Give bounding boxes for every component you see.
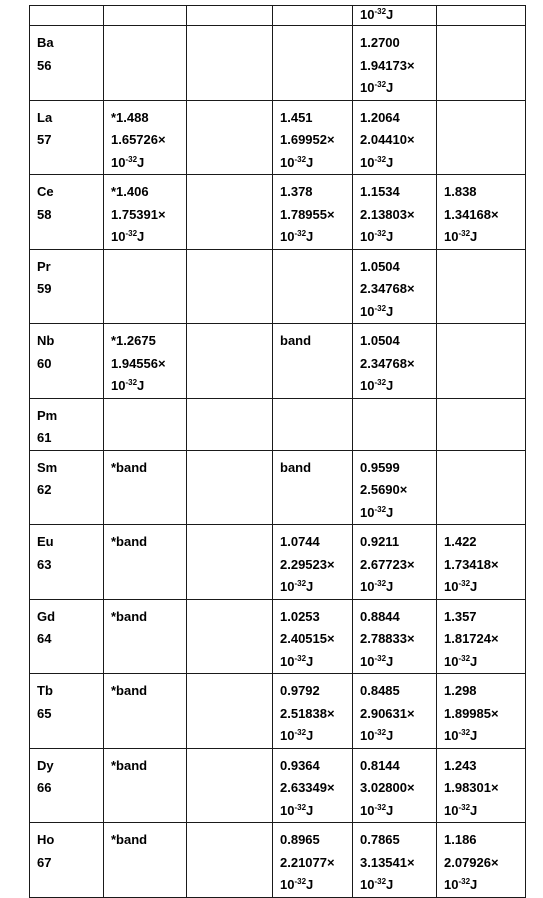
- value-cell: [353, 450, 437, 525]
- value-cell: [273, 748, 353, 823]
- cell-line: Nb: [37, 333, 55, 348]
- value-cell: [273, 823, 353, 898]
- element-cell: [30, 450, 104, 525]
- value-cell: [273, 324, 353, 399]
- cell-line: 1.357: [444, 608, 477, 624]
- table-row: [30, 249, 526, 324]
- cell-line: $10^{-32}J$: [280, 728, 314, 743]
- cell-line: 1.65726×: [111, 132, 166, 147]
- cell-line: *1.2675: [111, 333, 156, 348]
- cell-line: $10^{-32}J$: [111, 154, 145, 170]
- element-cell: [30, 823, 104, 898]
- cell-line: 2.29523×: [280, 556, 335, 572]
- value-cell: [187, 450, 273, 525]
- cell-line: $10^{-32}J$: [360, 7, 394, 22]
- element-cell: [30, 175, 104, 250]
- cell-line: 58: [37, 206, 52, 222]
- cell-line: 2.34768×: [360, 355, 415, 371]
- cell-line: 1.378: [280, 184, 313, 199]
- value-cell: [437, 823, 526, 898]
- cell-line: $10^{-32}J$: [444, 579, 478, 594]
- value-cell: [187, 175, 273, 250]
- cell-line: $10^{-32}J$: [360, 877, 394, 892]
- cell-line: 3.02800×: [360, 780, 415, 795]
- cell-line: *band: [111, 832, 148, 847]
- cell-line: *band: [111, 608, 148, 624]
- cell-line: $10^{-32}J$: [444, 728, 478, 743]
- cell-line: 0.9599: [360, 459, 400, 475]
- cell-line: 0.7865: [360, 832, 400, 847]
- table-body: [30, 6, 526, 898]
- cell-line: $10^{-32}J$: [444, 229, 478, 244]
- table-row: [30, 398, 526, 450]
- cell-line: 1.94556×: [111, 355, 166, 371]
- cell-line: $10^{-32}J$: [280, 579, 314, 594]
- cell-line: 65: [37, 705, 52, 721]
- cell-line: 0.8965: [280, 832, 320, 847]
- value-cell: [273, 674, 353, 749]
- cell-line: 2.67723×: [360, 556, 415, 572]
- cell-line: 1.2064: [360, 109, 400, 125]
- element-cell: [30, 6, 104, 26]
- value-cell: [104, 6, 187, 26]
- cell-line: 2.13803×: [360, 206, 415, 222]
- cell-line: 66: [37, 780, 52, 795]
- cell-line: 67: [37, 854, 52, 870]
- table-row: [30, 324, 526, 399]
- cell-line: 1.94173×: [360, 57, 415, 73]
- value-cell: [273, 249, 353, 324]
- cell-line: 56: [37, 57, 52, 73]
- cell-line: Sm: [37, 459, 58, 475]
- table-row: [30, 6, 526, 26]
- value-cell: [104, 823, 187, 898]
- value-cell: [187, 398, 273, 450]
- cell-line: 2.51838×: [280, 705, 335, 721]
- value-cell: [353, 6, 437, 26]
- cell-line: Gd: [37, 608, 56, 624]
- cell-line: Pr: [37, 258, 51, 274]
- element-cell: [30, 249, 104, 324]
- cell-line: $10^{-32}J$: [280, 653, 314, 669]
- value-cell: [437, 26, 526, 101]
- cell-line: $10^{-32}J$: [360, 154, 394, 170]
- cell-line: 2.34768×: [360, 281, 415, 296]
- value-cell: [353, 823, 437, 898]
- cell-line: Eu: [37, 534, 54, 549]
- cell-line: 0.9792: [280, 683, 320, 698]
- cell-line: 3.13541×: [360, 854, 415, 870]
- value-cell: [187, 100, 273, 175]
- cell-line: 2.5690×: [360, 482, 408, 497]
- table-row: [30, 26, 526, 101]
- cell-line: 1.0253: [280, 608, 320, 624]
- cell-line: $10^{-32}J$: [280, 802, 314, 818]
- cell-line: 0.8844: [360, 608, 400, 624]
- cell-line: 1.81724×: [444, 631, 499, 646]
- cell-line: 1.451: [280, 109, 313, 125]
- cell-line: $10^{-32}J$: [280, 229, 314, 244]
- element-cell: [30, 398, 104, 450]
- value-cell: [353, 674, 437, 749]
- cell-line: $10^{-32}J$: [444, 653, 478, 669]
- cell-line: Dy: [37, 757, 54, 773]
- value-cell: [104, 450, 187, 525]
- value-cell: [187, 525, 273, 600]
- cell-line: 62: [37, 482, 52, 497]
- cell-line: $10^{-32}J$: [360, 802, 394, 818]
- value-cell: [104, 674, 187, 749]
- table-row: [30, 450, 526, 525]
- value-cell: [437, 599, 526, 674]
- value-cell: [273, 450, 353, 525]
- value-cell: [187, 674, 273, 749]
- value-cell: [187, 26, 273, 101]
- value-cell: [353, 525, 437, 600]
- value-cell: [437, 748, 526, 823]
- cell-line: 1.0504: [360, 258, 400, 274]
- cell-line: 63: [37, 556, 52, 572]
- value-cell: [273, 175, 353, 250]
- value-cell: [437, 324, 526, 399]
- value-cell: [273, 100, 353, 175]
- cell-line: 2.78833×: [360, 631, 415, 646]
- value-cell: [353, 398, 437, 450]
- cell-line: 2.40515×: [280, 631, 335, 646]
- cell-line: $10^{-32}J$: [360, 229, 394, 244]
- cell-line: *band: [111, 683, 148, 698]
- cell-line: 1.298: [444, 683, 477, 698]
- cell-line: 1.1534: [360, 184, 400, 199]
- element-cell: [30, 748, 104, 823]
- value-cell: [104, 324, 187, 399]
- value-cell: [437, 249, 526, 324]
- element-cell: [30, 26, 104, 101]
- cell-line: $10^{-32}J$: [111, 229, 145, 244]
- cell-line: $10^{-32}J$: [360, 728, 394, 743]
- cell-line: $10^{-32}J$: [444, 802, 478, 818]
- value-cell: [187, 599, 273, 674]
- cell-line: 61: [37, 430, 52, 445]
- value-cell: [437, 525, 526, 600]
- value-cell: [187, 6, 273, 26]
- cell-line: 1.98301×: [444, 780, 499, 795]
- cell-line: $10^{-32}J$: [360, 653, 394, 669]
- cell-line: 57: [37, 132, 52, 147]
- value-cell: [273, 525, 353, 600]
- table-row: [30, 674, 526, 749]
- value-cell: [437, 175, 526, 250]
- value-cell: [104, 748, 187, 823]
- cell-line: $10^{-32}J$: [360, 378, 394, 393]
- cell-line: *band: [111, 534, 148, 549]
- cell-line: 1.89985×: [444, 705, 499, 721]
- cell-line: $10^{-32}J$: [444, 877, 478, 892]
- value-cell: [273, 26, 353, 101]
- value-cell: [353, 324, 437, 399]
- cell-line: 2.90631×: [360, 705, 415, 721]
- value-cell: [437, 450, 526, 525]
- value-cell: [437, 674, 526, 749]
- cell-line: 60: [37, 355, 52, 371]
- table-row: [30, 525, 526, 600]
- table-row: [30, 823, 526, 898]
- cell-line: 0.9211: [360, 534, 400, 549]
- cell-line: band: [280, 333, 312, 348]
- cell-line: 59: [37, 281, 52, 296]
- value-cell: [104, 525, 187, 600]
- cell-line: 1.422: [444, 534, 477, 549]
- cell-line: 2.63349×: [280, 780, 335, 795]
- cell-line: band: [280, 459, 312, 475]
- cell-line: Ho: [37, 832, 55, 847]
- value-cell: [104, 26, 187, 101]
- value-cell: [187, 748, 273, 823]
- cell-line: 2.07926×: [444, 854, 499, 870]
- cell-line: $10^{-32}J$: [360, 303, 394, 319]
- cell-line: *band: [111, 459, 148, 475]
- value-cell: [353, 26, 437, 101]
- value-cell: [104, 100, 187, 175]
- cell-line: 1.75391×: [111, 206, 166, 222]
- cell-line: Pm: [37, 407, 58, 423]
- value-cell: [187, 324, 273, 399]
- value-cell: [353, 100, 437, 175]
- value-cell: [104, 249, 187, 324]
- cell-line: 1.78955×: [280, 206, 335, 222]
- value-cell: [353, 249, 437, 324]
- cell-line: 64: [37, 631, 52, 646]
- cell-line: $10^{-32}J$: [360, 80, 394, 95]
- cell-line: 1.186: [444, 832, 477, 847]
- cell-line: 1.2700: [360, 35, 400, 50]
- element-cell: [30, 100, 104, 175]
- cell-line: $10^{-32}J$: [280, 877, 314, 892]
- cell-line: Ce: [37, 184, 54, 199]
- cell-line: 1.73418×: [444, 556, 499, 572]
- value-cell: [437, 398, 526, 450]
- cell-line: $10^{-32}J$: [280, 154, 314, 170]
- table-row: [30, 748, 526, 823]
- cell-line: La: [37, 109, 53, 125]
- cell-line: 1.0744: [280, 534, 320, 549]
- value-cell: [353, 599, 437, 674]
- cell-line: 0.8485: [360, 683, 400, 698]
- element-cell: [30, 525, 104, 600]
- element-cell: [30, 324, 104, 399]
- table-row: [30, 175, 526, 250]
- value-cell: [104, 175, 187, 250]
- cell-line: $10^{-32}J$: [111, 378, 145, 393]
- cell-line: *band: [111, 757, 148, 773]
- element-cell: [30, 674, 104, 749]
- cell-line: *1.488: [111, 109, 149, 125]
- element-cell: [30, 599, 104, 674]
- cell-line: 1.243: [444, 757, 477, 773]
- data-table: [29, 5, 526, 898]
- cell-line: 0.9364: [280, 757, 320, 773]
- value-cell: [353, 748, 437, 823]
- table-row: [30, 599, 526, 674]
- value-cell: [273, 6, 353, 26]
- cell-line: 1.34168×: [444, 206, 499, 222]
- cell-line: 2.21077×: [280, 854, 335, 870]
- value-cell: [104, 398, 187, 450]
- cell-line: 0.8144: [360, 757, 400, 773]
- value-cell: [187, 249, 273, 324]
- cell-line: *1.406: [111, 184, 149, 199]
- value-cell: [353, 175, 437, 250]
- table-row: [30, 100, 526, 175]
- cell-line: 2.04410×: [360, 132, 415, 147]
- cell-line: 1.69952×: [280, 132, 335, 147]
- value-cell: [187, 823, 273, 898]
- cell-line: 1.838: [444, 184, 477, 199]
- cell-line: $10^{-32}J$: [360, 579, 394, 594]
- cell-line: 1.0504: [360, 333, 400, 348]
- value-cell: [273, 599, 353, 674]
- cell-line: Tb: [37, 683, 53, 698]
- cell-line: $10^{-32}J$: [360, 504, 394, 520]
- value-cell: [437, 6, 526, 26]
- value-cell: [104, 599, 187, 674]
- value-cell: [273, 398, 353, 450]
- value-cell: [437, 100, 526, 175]
- cell-line: Ba: [37, 35, 54, 50]
